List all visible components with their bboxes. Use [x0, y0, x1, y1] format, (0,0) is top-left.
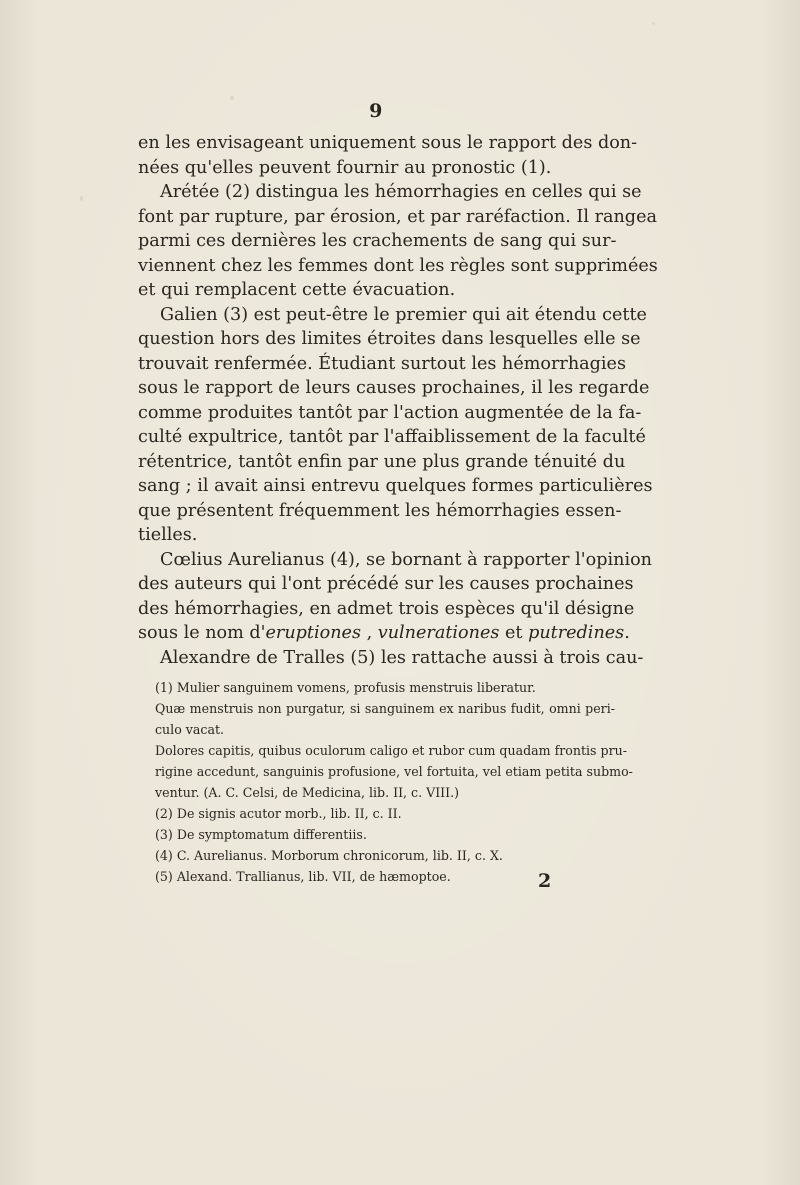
text-line: des auteurs qui l'ont précédé sur les causes prochaines: [138, 574, 634, 594]
footnote-line: (3) De symptomatum differentiis.: [155, 827, 367, 842]
page-number: 9: [369, 100, 383, 122]
paper-stain: [652, 22, 655, 25]
footnote-line: rigine accedunt, sanguinis profusione, vel fortuita, vel etiam petita submo-: [155, 764, 633, 779]
text-line: Galien (3) est peut-être le premier qui ait étendu cette: [160, 304, 647, 325]
body-text: [138, 131, 658, 670]
text-line-with-terms: [138, 621, 630, 646]
footnote-line: Dolores capitis, quibus oculorum caligo et rubor cum quadam frontis pru-: [155, 743, 627, 758]
text-fragment: sous le nom d': [138, 623, 266, 643]
text-line: sous le rapport de leurs causes prochaines, il les regarde: [138, 378, 650, 398]
text-line: trouvait renfermée. Étudiant surtout les hémorrhagies: [138, 353, 626, 374]
signature-mark: 2: [538, 870, 552, 892]
text-line: comme produites tantôt par l'action augmentée de la fa-: [138, 402, 642, 423]
text-line: en les envisageant uniquement sous le rapport des don-: [138, 133, 638, 153]
text-line: rétentrice, tantôt enfin par une plus grande ténuité du: [138, 451, 626, 472]
footnote-line: culo vacat.: [155, 722, 225, 737]
latin-term: putredines: [528, 623, 625, 643]
text-line: parmi ces dernières les crachements de sang qui sur-: [138, 231, 617, 251]
latin-term: eruptiones: [265, 623, 361, 643]
text-line: question hors des limites étroites dans lesquelles elle se: [138, 329, 641, 349]
text-fragment: ,: [361, 623, 378, 643]
paper-stain: [80, 196, 83, 201]
text-fragment: .: [624, 623, 630, 643]
footnotes: [155, 677, 633, 887]
text-line: des hémorrhagies, en admet trois espèces qu'il désigne: [138, 598, 635, 619]
text-line: viennent chez les femmes dont les règles sont supprimées: [138, 255, 658, 276]
footnote-line: (5) Alexand. Trallianus, lib. VII, de hæmoptoe.: [155, 869, 451, 884]
text-line: nées qu'elles peuvent fournir au pronostic (1).: [138, 157, 552, 178]
text-line: tielles.: [138, 525, 198, 545]
footnote-line: Quæ menstruis non purgatur, si sanguinem ex naribus fudit, omni peri-: [155, 701, 615, 716]
footnote-line: (2) De signis acutor morb., lib. II, c. II.: [155, 806, 402, 821]
text-line: et qui remplacent cette évacuation.: [138, 280, 456, 300]
text-fragment: et: [499, 623, 529, 643]
text-line: Arétée (2) distingua les hémorrhagies en celles qui se: [160, 182, 642, 202]
footnote-line: (4) C. Aurelianus. Morborum chronicorum, lib. II, c. X.: [155, 848, 503, 863]
text-line: que présentent fréquemment les hémorrhagies essen-: [138, 500, 622, 521]
text-line: culté expultrice, tantôt par l'affaiblissement de la faculté: [138, 427, 646, 447]
text-line: font par rupture, par érosion, et par raréfaction. Il rangea: [138, 206, 657, 227]
text-line: Cœlius Aurelianus (4), se bornant à rapporter l'opinion: [160, 549, 652, 570]
latin-term: vulnerationes: [377, 623, 500, 643]
footnote-line: ventur. (A. C. Celsi, de Medicina, lib. II, c. VIII.): [155, 785, 460, 800]
text-line: Alexandre de Tralles (5) les rattache aussi à trois cau-: [160, 647, 644, 668]
footnote-line: (1) Mulier sanguinem vomens, profusis menstruis liberatur.: [155, 680, 536, 695]
text-line: sang ; il avait ainsi entrevu quelques formes particulières: [138, 476, 653, 496]
